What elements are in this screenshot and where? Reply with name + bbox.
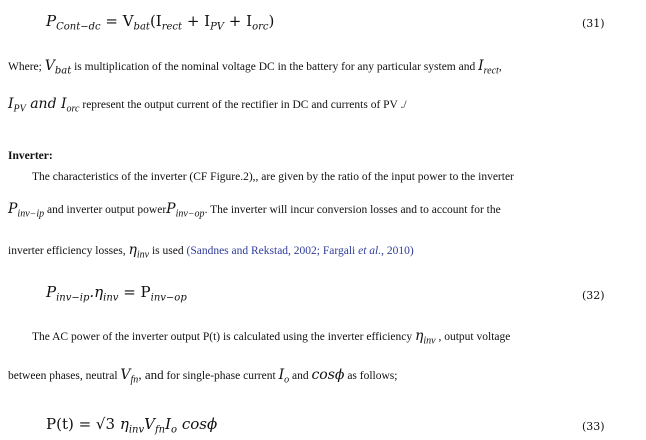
section-heading-inverter: Inverter: <box>8 150 53 162</box>
paragraph-where-line1: Where; $V_{bat}$ is multiplication of the nominal voltage DC in the battery for any particular system and $I_{rect}$, <box>8 58 502 77</box>
equation-32: $P_{inv-ip}.\eta_{inv} = P_{inv-op}$ <box>46 283 187 304</box>
inverter-line3: inverter efficiency losses, $\eta_{inv}$ is used (Sandnes and Rekstad, 2002; Fargali et al., 2010) <box>8 242 414 261</box>
equation-33-number: (33) <box>582 420 605 433</box>
citation-link[interactable]: (Sandnes and Rekstad, 2002; Fargali et al., 2010) <box>186 245 414 257</box>
para2-line2: between phases, neutral $V_{fn}$, and for single-phase current $I_o$ and cosϕ as follows; <box>8 367 398 386</box>
inverter-line1: The characteristics of the inverter (CF Figure.2),, are given by the ratio of the input power to the inverter <box>32 171 514 183</box>
equation-32-number: (32) <box>582 289 605 302</box>
paragraph-where-line2: $I_{PV}$ and $I_{orc}$ represent the output current of the rectifier in DC and currents of PV ./ <box>8 96 407 115</box>
equation-31-number: (31) <box>582 17 605 30</box>
equation-31: $P_{Cont-dc} = V_{bat}(I_{rect} + I_{PV} + I_{orc})$ <box>46 12 275 33</box>
inverter-line2: $P_{inv-ip}$ and inverter output powerP$_{inv-op}$. The inverter will incur conversion losses and to account for the <box>8 201 501 220</box>
equation-33: P(t) = √3 $\eta_{inv}V_{fn}I_o$ cosϕ <box>46 415 218 436</box>
para2-line1: The AC power of the inverter output P(t) is calculated using the inverter efficiency $\eta_{inv}$ , output voltage <box>32 328 511 347</box>
